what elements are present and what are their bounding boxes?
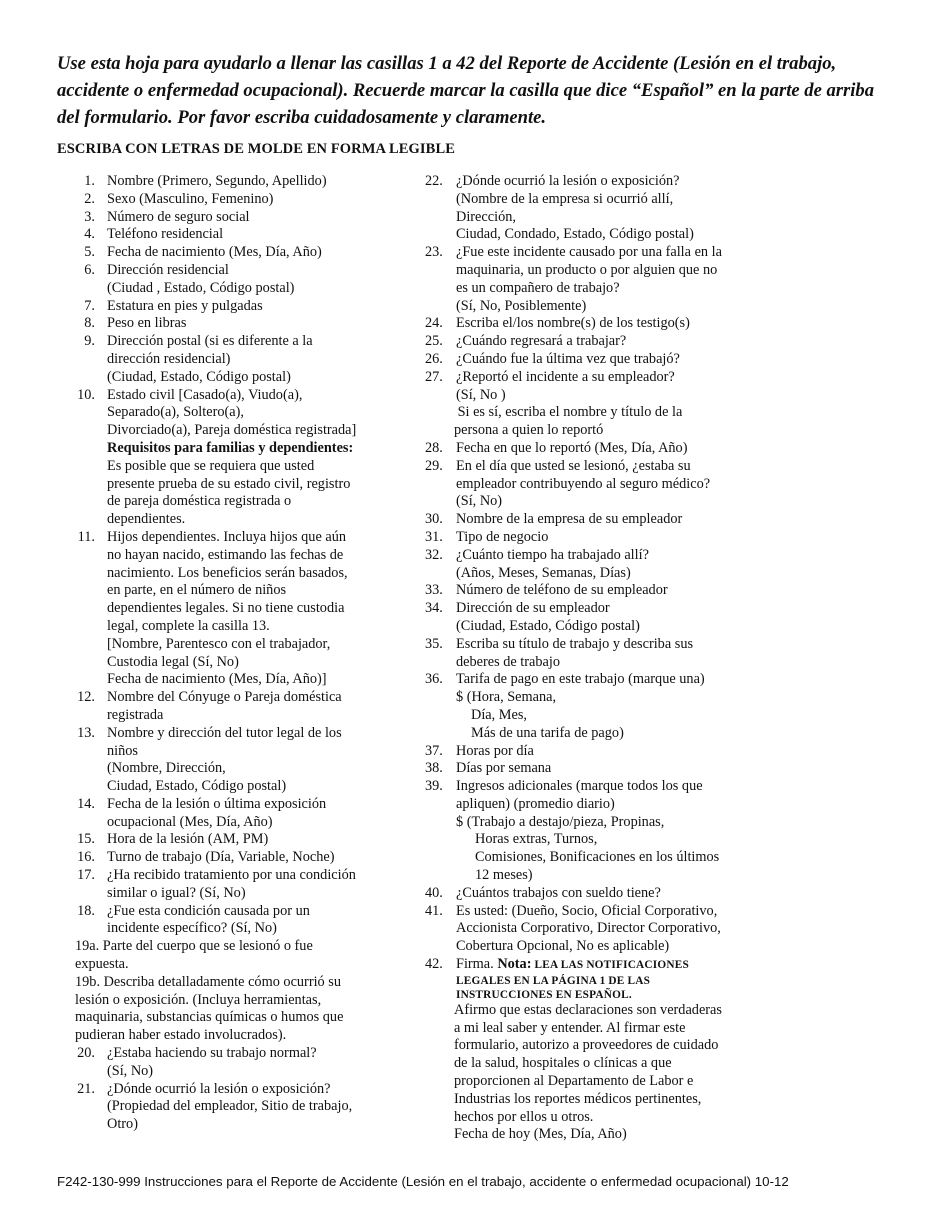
- list-item: [425, 369, 760, 405]
- item-number: 42.: [425, 956, 443, 973]
- item-text: es un compañero de trabajo?: [456, 279, 620, 296]
- item-text: Horas por día: [456, 742, 534, 759]
- item-text: niños: [107, 742, 138, 759]
- list-item: [425, 885, 760, 903]
- item-text: de pareja doméstica registrada o: [107, 493, 292, 510]
- list-item: [75, 796, 405, 832]
- item-text: (Propiedad del empleador, Sitio de trabajo,: [107, 1098, 353, 1115]
- item-text: en parte, en el número de niños: [107, 582, 287, 599]
- item-text: 19b. Describa detalladamente cómo ocurrió su: [75, 973, 341, 990]
- list-item: [425, 440, 760, 458]
- list-item: [75, 529, 405, 689]
- item-text: Hora de la lesión (AM, PM): [107, 831, 269, 848]
- item-number: 21.: [77, 1080, 95, 1097]
- item-number: 15.: [77, 831, 95, 848]
- item-text: Más de una tarifa de pago): [471, 724, 624, 741]
- item-text: (Años, Meses, Semanas, Días): [456, 564, 631, 581]
- item-text: Horas extras, Turnos,: [475, 831, 598, 848]
- item-text: Accionista Corporativo, Director Corporativo,: [456, 920, 721, 937]
- item-text: (Nombre de la empresa si ocurrió allí,: [456, 190, 674, 207]
- item-number: 9.: [84, 333, 95, 350]
- item-19b: [75, 974, 405, 1045]
- item-text: ¿Fue este incidente causado por una falla en la: [456, 244, 722, 261]
- item-number: 8.: [84, 315, 95, 332]
- item-text: (Sí, No ): [456, 386, 506, 403]
- list-item: [75, 867, 405, 903]
- item-text: Dirección,: [456, 208, 516, 225]
- list-item: [425, 547, 760, 583]
- item-text: empleador contribuyendo al seguro médico?: [456, 475, 711, 492]
- item-text: Número de teléfono de su empleador: [456, 582, 668, 599]
- item-number: 31.: [425, 528, 443, 545]
- item-number: 40.: [425, 884, 443, 901]
- item-text: Ingresos adicionales (marque todos los que: [456, 778, 703, 795]
- item-text: no hayan nacido, estimando las fechas de: [107, 546, 344, 563]
- item-text: Nombre y dirección del tutor legal de los: [107, 724, 342, 741]
- item-text: Dirección postal (si es diferente a la: [107, 333, 313, 350]
- item-number: 3.: [84, 208, 95, 225]
- legal-notice-text: LEGALES EN LA PÁGINA 1 DE LAS: [456, 974, 651, 987]
- item-text: Nombre del Cónyuge o Pareja doméstica: [107, 689, 342, 706]
- item-number: 20.: [77, 1045, 95, 1062]
- item-number: 28.: [425, 439, 443, 456]
- item-number: 7.: [84, 297, 95, 314]
- item-number: 23.: [425, 244, 443, 261]
- family-requirements-title: Requisitos para familias y dependientes:: [107, 439, 354, 456]
- item-number: 17.: [77, 867, 95, 884]
- item-text: Industrias los reportes médicos pertinentes,: [454, 1090, 702, 1107]
- item-number: 29.: [425, 457, 443, 474]
- list-item: [75, 333, 405, 386]
- item-text: Dirección residencial: [107, 261, 229, 278]
- item-text: [Nombre, Parentesco con el trabajador,: [107, 635, 331, 652]
- item-text: Es usted: (Dueño, Socio, Oficial Corporativo,: [456, 902, 718, 919]
- item-text: Afirmo que estas declaraciones son verdaderas: [454, 1001, 722, 1018]
- item-number: 1.: [84, 173, 95, 189]
- item-number: 41.: [425, 902, 443, 919]
- item-number: 12.: [77, 689, 95, 706]
- item-text: deberes de trabajo: [456, 653, 560, 670]
- item-text: Comisiones, Bonificaciones en los últimos: [475, 849, 720, 866]
- list-item: [425, 671, 760, 742]
- item-text: Si es sí, escriba el nombre y título de la: [454, 404, 683, 421]
- item-number: 32.: [425, 546, 443, 563]
- item-27-extra: [425, 404, 760, 440]
- item-text: (Ciudad, Estado, Código postal): [107, 368, 291, 385]
- list-item: [75, 725, 405, 796]
- item-number: 22.: [425, 173, 443, 189]
- list-item: [75, 689, 405, 725]
- item-text: Custodia legal (Sí, No): [107, 653, 239, 670]
- item-text: ¿Cuánto tiempo ha trabajado allí?: [456, 546, 649, 563]
- item-text: Escriba su título de trabajo y describa sus: [456, 635, 694, 652]
- item-number: 24.: [425, 315, 443, 332]
- item-number: 13.: [77, 724, 95, 741]
- item-text: (Nombre, Dirección,: [107, 760, 226, 777]
- item-number: 26.: [425, 350, 443, 367]
- item-number: 38.: [425, 760, 443, 777]
- left-column: [75, 173, 405, 1134]
- item-text: Dirección de su empleador: [456, 600, 610, 617]
- item-text: Tipo de negocio: [456, 528, 549, 545]
- list-item: [425, 458, 760, 511]
- list-item: [425, 315, 760, 333]
- list-item: [425, 351, 760, 369]
- list-item: [75, 1081, 405, 1134]
- item-number: 34.: [425, 600, 443, 617]
- list-item: [425, 582, 760, 600]
- list-item: [75, 387, 405, 529]
- item-number: 11.: [77, 528, 95, 545]
- list-item: [75, 244, 405, 262]
- item-number: 10.: [77, 386, 95, 403]
- list-item: [75, 191, 405, 209]
- item-text: 12 meses): [475, 867, 533, 884]
- item-text: maquinaria, un producto o por alguien que no: [456, 261, 718, 278]
- item-text: a mi leal saber y entender. Al firmar este: [454, 1019, 686, 1036]
- item-text: Turno de trabajo (Día, Variable, Noche): [107, 849, 335, 866]
- item-number: 14.: [77, 795, 95, 812]
- list-item: [75, 173, 405, 191]
- item-text: Fecha en que lo reportó (Mes, Día, Año): [456, 439, 688, 456]
- right-column: [425, 173, 760, 1144]
- item-text: registrada: [107, 706, 164, 723]
- item-number: 30.: [425, 511, 443, 528]
- list-item: [75, 315, 405, 333]
- list-item: [75, 262, 405, 298]
- item-text: presente prueba de su estado civil, registro: [107, 475, 351, 492]
- item-number: 35.: [425, 635, 443, 652]
- legal-notice-text: INSTRUCCIONES EN ESPAÑOL.: [456, 988, 632, 1001]
- item-text: ¿Ha recibido tratamiento por una condición: [107, 867, 356, 884]
- list-item: [425, 760, 760, 778]
- item-text: Ciudad, Estado, Código postal): [107, 778, 287, 795]
- item-text: ¿Dónde ocurrió la lesión o exposición?: [456, 173, 680, 189]
- list-item: [425, 333, 760, 351]
- item-text: ¿Cuándo fue la última vez que trabajó?: [456, 350, 680, 367]
- item-number: 16.: [77, 849, 95, 866]
- list-item: [425, 529, 760, 547]
- item-text: nacimiento. Los beneficios serán basados,: [107, 564, 348, 581]
- item-text: Cobertura Opcional, No es aplicable): [456, 938, 670, 955]
- list-item: [425, 600, 760, 636]
- item-text: dirección residencial): [107, 350, 231, 367]
- item-text: Escriba el/los nombre(s) de los testigo(s): [456, 315, 690, 332]
- item-text: persona a quien lo reportó: [454, 422, 604, 439]
- item-number: 18.: [77, 902, 95, 919]
- item-text: lesión o exposición. (Incluya herramientas,: [75, 991, 322, 1008]
- signature-label: Firma.: [456, 956, 498, 973]
- item-text: Teléfono residencial: [107, 226, 224, 243]
- print-legibly-heading: ESCRIBA CON LETRAS DE MOLDE EN FORMA LEGIBLE: [57, 141, 455, 157]
- item-text: ¿Estaba haciendo su trabajo normal?: [107, 1045, 317, 1062]
- item-text: dependientes.: [107, 511, 186, 528]
- item-text: Es posible que se requiera que usted: [107, 457, 315, 474]
- item-number: 36.: [425, 671, 443, 688]
- item-number: 39.: [425, 778, 443, 795]
- list-item: [75, 298, 405, 316]
- item-number: 2.: [84, 190, 95, 207]
- item-text: $ (Hora, Semana,: [456, 689, 557, 706]
- form-footer: F242-130-999 Instrucciones para el Reporte de Accidente (Lesión en el trabajo, accidente o enfermedad ocupacional) 10-12: [57, 1174, 789, 1189]
- intro-text: Use esta hoja para ayudarlo a llenar las casillas 1 a 42 del Reporte de Accidente (Lesión en el trabajo, accidente o enfermedad ocupacional). Recuerde marcar la casilla que dice “Español” en la parte de arriba del formulario. Por favor escriba cuidadosamente y claramente.: [57, 53, 875, 128]
- item-text: Divorciado(a), Pareja doméstica registrada]: [107, 422, 357, 439]
- item-text: (Sí, No): [456, 493, 503, 510]
- item-number: 27.: [425, 368, 443, 385]
- legal-notice-text: LEA LAS NOTIFICACIONES: [531, 959, 689, 972]
- item-text: Estatura en pies y pulgadas: [107, 297, 263, 314]
- item-text: expuesta.: [75, 956, 129, 973]
- item-text: Fecha de hoy (Mes, Día, Año): [454, 1126, 627, 1143]
- list-item: [425, 743, 760, 761]
- item-number: 5.: [84, 244, 95, 261]
- item-text: similar o igual? (Sí, No): [107, 884, 246, 901]
- list-item: [425, 173, 760, 244]
- list-item: [75, 209, 405, 227]
- list-item: [425, 511, 760, 529]
- item-text: dependientes legales. Si no tiene custodia: [107, 600, 345, 617]
- item-19a: [75, 938, 405, 974]
- item-text: de la salud, hospitales o clínicas a que: [454, 1055, 672, 1072]
- item-text: $ (Trabajo a destajo/pieza, Propinas,: [456, 813, 665, 830]
- item-text: legal, complete la casilla 13.: [107, 617, 270, 634]
- item-text: Nombre (Primero, Segundo, Apellido): [107, 173, 327, 189]
- item-text: (Ciudad , Estado, Código postal): [107, 279, 295, 296]
- item-text: Sexo (Masculino, Femenino): [107, 190, 274, 207]
- item-number: 4.: [84, 226, 95, 243]
- item-text: Fecha de nacimiento (Mes, Día, Año): [107, 244, 322, 261]
- list-item: [75, 226, 405, 244]
- item-text: Ciudad, Condado, Estado, Código postal): [456, 226, 694, 243]
- list-item: [75, 903, 405, 939]
- item-text: (Ciudad, Estado, Código postal): [456, 617, 640, 634]
- item-text: En el día que usted se lesionó, ¿estaba su: [456, 457, 691, 474]
- item-number: 6.: [84, 261, 95, 278]
- list-item: [75, 831, 405, 849]
- item-text: Número de seguro social: [107, 208, 250, 225]
- item-text: ¿Reportó el incidente a su empleador?: [456, 368, 675, 385]
- list-item: [425, 636, 760, 672]
- item-text: Hijos dependientes. Incluya hijos que aún: [107, 528, 347, 545]
- item-42-affirmation: [425, 1002, 760, 1144]
- item-text: Fecha de nacimiento (Mes, Día, Año)]: [107, 671, 327, 688]
- note-label: Nota:: [497, 956, 532, 973]
- list-item: [75, 849, 405, 867]
- item-text: hechos por ellos u otros.: [454, 1108, 594, 1125]
- item-number: 25.: [425, 333, 443, 350]
- item-text: Otro): [107, 1116, 138, 1133]
- item-text: Fecha de la lesión o última exposición: [107, 795, 327, 812]
- item-number: 33.: [425, 582, 443, 599]
- item-text: ¿Cuándo regresará a trabajar?: [456, 333, 627, 350]
- item-text: ¿Fue esta condición causada por un: [107, 902, 310, 919]
- item-number: 37.: [425, 742, 443, 759]
- list-item: [75, 1045, 405, 1081]
- item-text: 19a. Parte del cuerpo que se lesionó o fue: [75, 938, 313, 955]
- list-item: [425, 244, 760, 315]
- signature-line: [456, 956, 760, 974]
- list-item: [425, 903, 760, 956]
- item-text: Estado civil [Casado(a), Viudo(a),: [107, 386, 303, 403]
- item-text: ocupacional (Mes, Día, Año): [107, 813, 273, 830]
- item-text: Día, Mes,: [471, 706, 527, 723]
- list-item: [425, 956, 760, 1002]
- item-text: Días por semana: [456, 760, 552, 777]
- item-text: apliquen) (promedio diario): [456, 795, 615, 812]
- item-text: Tarifa de pago en este trabajo (marque una): [456, 671, 705, 688]
- item-text: formulario, autorizo a proveedores de cuidado: [454, 1037, 719, 1054]
- item-text: incidente específico? (Sí, No): [107, 920, 277, 937]
- item-text: Separado(a), Soltero(a),: [107, 404, 244, 421]
- item-text: pudieran haber estado involucrados).: [75, 1027, 287, 1044]
- list-item: [425, 778, 760, 885]
- item-text: maquinaria, substancias químicas o humos que: [75, 1009, 344, 1026]
- item-text: Nombre de la empresa de su empleador: [456, 511, 683, 528]
- item-text: (Sí, No): [107, 1062, 154, 1079]
- item-text: ¿Cuántos trabajos con sueldo tiene?: [456, 884, 661, 901]
- item-text: proporcionen al Departamento de Labor e: [454, 1073, 694, 1090]
- item-text: (Sí, No, Posiblemente): [456, 297, 587, 314]
- item-text: Peso en libras: [107, 315, 187, 332]
- item-text: ¿Dónde ocurrió la lesión o exposición?: [107, 1080, 331, 1097]
